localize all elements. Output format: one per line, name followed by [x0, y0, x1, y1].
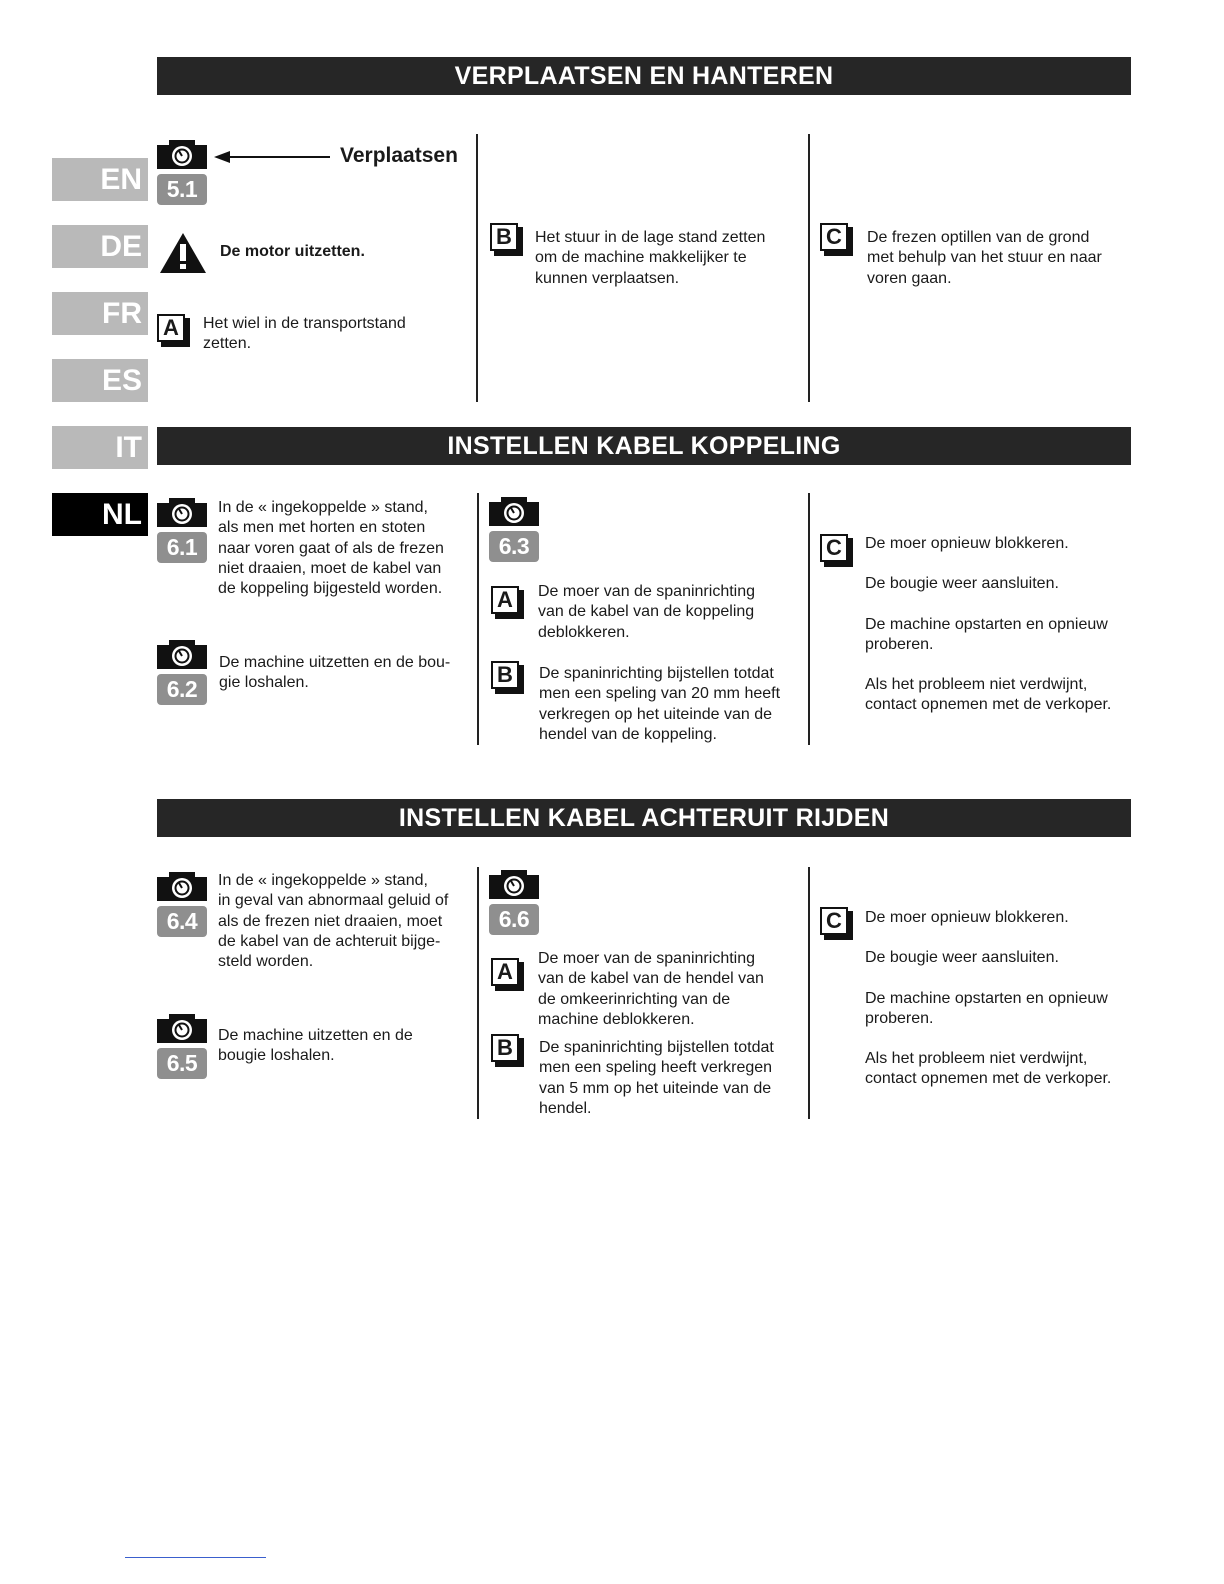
column-divider: [477, 493, 479, 745]
section-title-koppeling: INSTELLEN KABEL KOPPELING: [157, 427, 1131, 465]
step-c-badge: C: [820, 223, 854, 257]
photo-number: 6.4: [157, 906, 207, 937]
section-title-verplaatsen: VERPLAATSEN EN HANTEREN: [157, 57, 1131, 95]
lang-tab-it[interactable]: IT: [52, 426, 148, 469]
step-c-badge: C: [820, 534, 854, 568]
step-b-text: De spaninrichting bijstellen totdat men een speling van 20 mm heeft verkregen op het uiteinde van de hendel van de koppeling.: [539, 665, 781, 743]
lang-tab-fr[interactable]: FR: [52, 292, 148, 335]
photo-number: 6.1: [157, 532, 207, 563]
column-divider: [476, 134, 478, 402]
step-c-badge: C: [820, 907, 854, 941]
camera-icon: [489, 496, 539, 526]
photo-6-2-text: De machine uitzetten en de bou- gie loshalen.: [219, 654, 451, 692]
step-b-badge: B: [490, 223, 524, 257]
arrow-left-icon: [214, 150, 330, 164]
photo-number: 6.3: [489, 531, 539, 562]
photo-number: 5.1: [157, 174, 207, 205]
camera-icon: [157, 139, 207, 169]
step-a-badge: A: [157, 314, 191, 348]
section-title-achteruit: INSTELLEN KABEL ACHTERUIT RIJDEN: [157, 799, 1131, 837]
lang-tab-de[interactable]: DE: [52, 225, 148, 268]
column-divider: [477, 867, 479, 1119]
lang-tab-nl[interactable]: NL: [52, 493, 148, 536]
photo-6-1-text: In de « ingekoppelde » stand, als men met horten en stoten naar voren gaat of als de frezen niet draaien, moet de kabel van de koppeling bijgesteld worden.: [218, 499, 444, 598]
step-b-text: De spaninrichting bijstellen totdat men een speling heeft verkregen van 5 mm op het uiteinde van de hendel.: [539, 1039, 774, 1117]
column-divider: [808, 493, 810, 745]
camera-icon: [157, 871, 207, 901]
step-c-text: De frezen optillen van de grond met behulp van het stuur en naar voren gaan.: [867, 229, 1102, 287]
column-divider: [808, 867, 810, 1119]
step-b-text: Het stuur in de lage stand zetten om de machine makkelijker te kunnen verplaatsen.: [535, 229, 766, 287]
warning-text: De motor uitzetten.: [220, 243, 365, 260]
step-a-text: Het wiel in de transportstand zetten.: [203, 315, 406, 353]
photo-number: 6.2: [157, 674, 207, 705]
photo-number: 6.5: [157, 1048, 207, 1079]
camera-icon: [489, 869, 539, 899]
step-c-text: De moer opnieuw blokkeren. De bougie weer aansluiten. De machine opstarten en opnieuw proberen. Als het probleem niet verdwijnt, contact opnemen met de verkoper.: [865, 535, 1112, 714]
photo-6-4-text: In de « ingekoppelde » stand, in geval van abnormaal geluid of als de frezen niet draaien, moet de kabel van de achteruit bijge- steld worden.: [218, 872, 449, 971]
step-b-badge: B: [491, 661, 525, 695]
step-c-text: De moer opnieuw blokkeren. De bougie weer aansluiten. De machine opstarten en opnieuw proberen. Als het probleem niet verdwijnt, contact opnemen met de verkoper.: [865, 909, 1112, 1088]
footer-rule: [125, 1557, 266, 1558]
lang-tab-es[interactable]: ES: [52, 359, 148, 402]
photo-6-5-text: De machine uitzetten en de bougie loshalen.: [218, 1027, 413, 1065]
camera-icon: [157, 639, 207, 669]
arrow-label: Verplaatsen: [340, 144, 458, 167]
photo-number: 6.6: [489, 904, 539, 935]
lang-tab-en[interactable]: EN: [52, 158, 148, 201]
warning-icon: [159, 232, 207, 274]
step-a-badge: A: [491, 586, 525, 620]
step-a-text: De moer van de spaninrichting van de kabel van de koppeling deblokkeren.: [538, 583, 756, 641]
camera-icon: [157, 497, 207, 527]
step-a-badge: A: [491, 958, 525, 992]
step-b-badge: B: [491, 1034, 525, 1068]
column-divider: [808, 134, 810, 402]
step-a-text: De moer van de spaninrichting van de kabel van de hendel van de omkeerinrichting van de machine deblokkeren.: [538, 950, 764, 1028]
camera-icon: [157, 1013, 207, 1043]
